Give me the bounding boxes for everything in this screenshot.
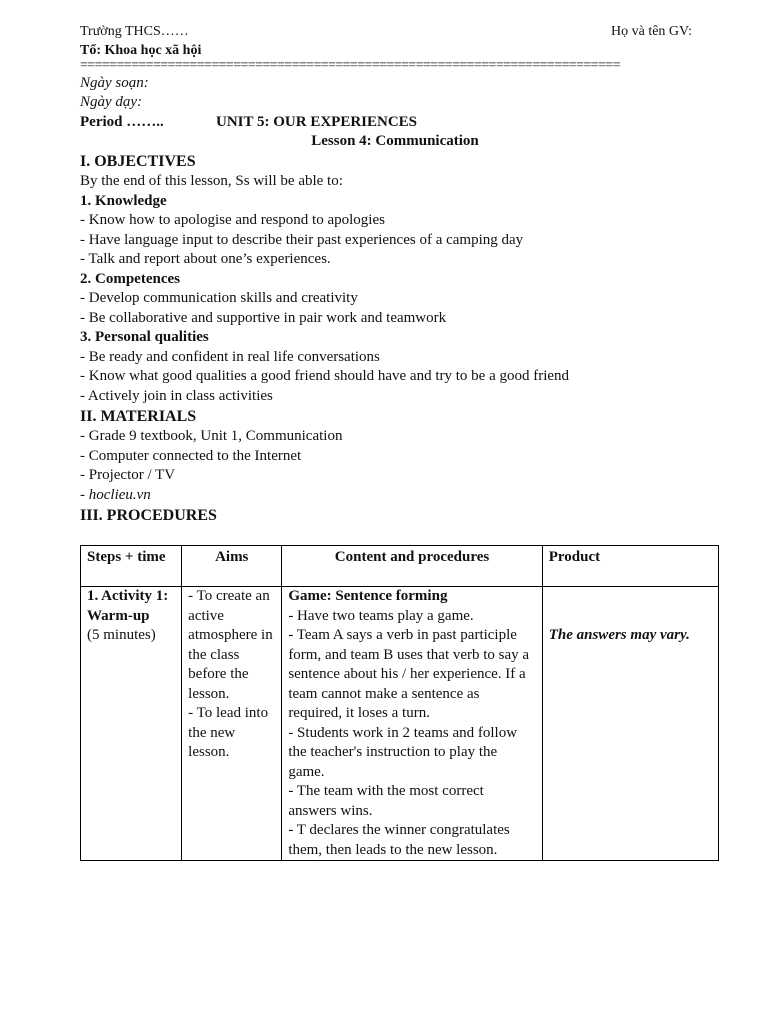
material-link[interactable]: hoclieu.vn: [88, 486, 151, 503]
aims-cell: [182, 587, 282, 861]
content-item: - T declares the winner congratulates them, then leads to the new lesson.: [288, 822, 510, 858]
column-header-steps: Steps + time: [81, 546, 182, 587]
lesson-plan-page: [80, 22, 720, 526]
unit-title: UNIT 5: OUR EXPERIENCES: [216, 114, 418, 130]
period-label: Period ……..: [80, 114, 164, 130]
step-title: 1. Activity 1: Warm-up: [87, 588, 169, 624]
product-text: The answers may vary.: [548, 627, 690, 643]
column-header-aims: Aims: [182, 546, 282, 587]
material-link-dash: -: [80, 486, 89, 503]
product-cell: [542, 587, 718, 861]
content-item: - The team with the most correct answers wins.: [288, 783, 484, 819]
materials-heading: II. MATERIALS: [80, 408, 197, 425]
quality-item: - Be ready and confident in real life conversations: [80, 348, 380, 365]
content-item: - Team A says a verb in past participle form, and team B uses that verb to say a sentence about his / her experience. If a team cannot make a sentence as required, it loses a turn.: [288, 627, 530, 721]
steps-cell: [81, 587, 182, 861]
procedures-table: [80, 545, 719, 861]
objectives-intro: By the end of this lesson, Ss will be able to:: [80, 173, 343, 189]
header-divider: ==========================================================================: [80, 60, 620, 73]
column-header-product: Product: [542, 546, 718, 587]
qualities-heading: 3. Personal qualities: [80, 329, 209, 345]
department-name: Tổ: Khoa học xã hội: [80, 43, 202, 58]
quality-item: - Know what good qualities a good friend should have and try to be a good friend: [80, 368, 570, 384]
content-item: - Have two teams play a game.: [288, 607, 474, 624]
teacher-name-label: Họ và tên GV:: [611, 24, 692, 39]
period-line: [80, 112, 720, 132]
step-time: (5 minutes): [87, 627, 156, 643]
prep-date-label: Ngày soạn:: [80, 75, 149, 91]
material-link-item: [80, 486, 720, 506]
document-header: [80, 22, 720, 42]
table-header-row: [81, 546, 719, 587]
teach-date-label: Ngày dạy:: [80, 94, 143, 110]
knowledge-item: - Talk and report about one’s experiences.: [80, 251, 331, 267]
school-name: Trường THCS……: [80, 24, 189, 39]
material-item: - Computer connected to the Internet: [80, 447, 302, 464]
content-title: Game: Sentence forming: [288, 588, 448, 604]
knowledge-item: - Know how to apologise and respond to apologies: [80, 212, 385, 228]
content-cell: [282, 587, 542, 861]
quality-item: - Actively join in class activities: [80, 387, 273, 404]
material-item: - Grade 9 textbook, Unit 1, Communication: [80, 428, 343, 444]
competences-heading: 2. Competences: [80, 270, 180, 287]
knowledge-heading: 1. Knowledge: [80, 192, 167, 209]
column-header-content: Content and procedures: [282, 546, 542, 587]
procedures-heading: III. PROCEDURES: [80, 507, 217, 524]
lesson-title: Lesson 4: Communication: [311, 133, 479, 149]
competence-item: - Be collaborative and supportive in pair work and teamwork: [80, 309, 447, 326]
table-row: [81, 587, 719, 861]
aim-item: - To lead into the new lesson.: [188, 705, 269, 760]
material-item: - Projector / TV: [80, 467, 176, 483]
competence-item: - Develop communication skills and creativity: [80, 290, 358, 306]
knowledge-item: - Have language input to describe their past experiences of a camping day: [80, 231, 524, 248]
aim-item: - To create an active atmosphere in the class before the lesson.: [188, 588, 273, 702]
content-item: - Students work in 2 teams and follow the teacher's instruction to play the game.: [288, 724, 518, 780]
objectives-heading: I. OBJECTIVES: [80, 153, 196, 170]
